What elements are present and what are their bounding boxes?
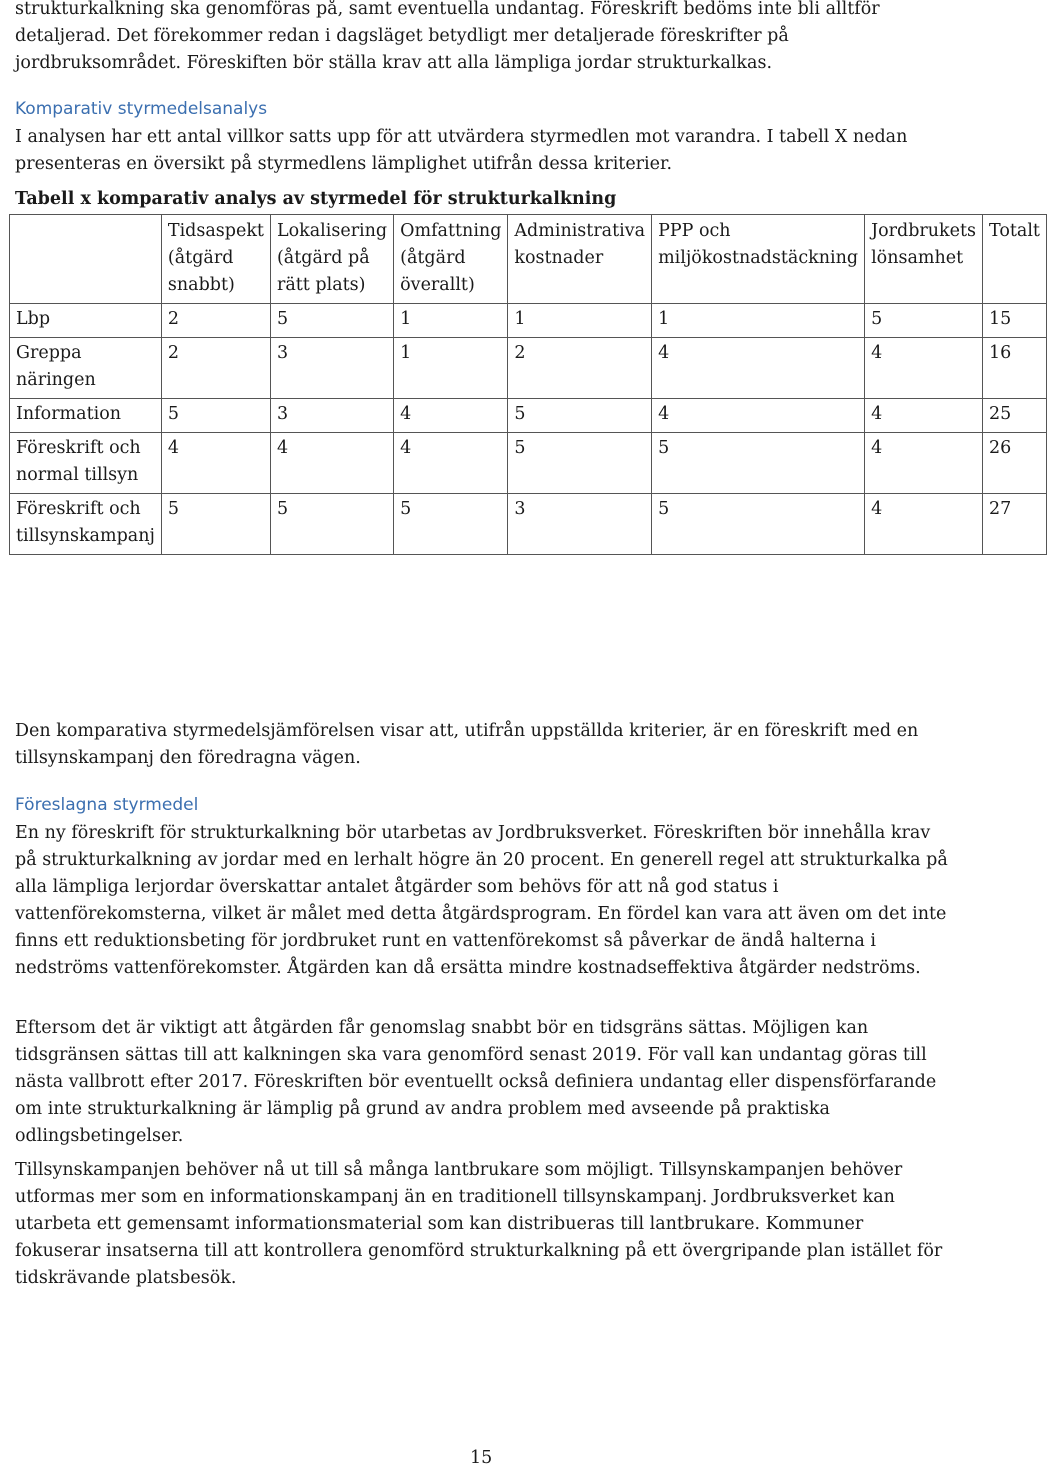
table-row <box>10 304 1047 338</box>
table-cell: 5 <box>161 494 270 555</box>
table-header-cell: Omfattning (åtgärd överallt) <box>394 215 508 304</box>
table-header-cell: PPP och miljökostnadstäckning <box>652 215 865 304</box>
table-cell: 4 <box>652 338 865 399</box>
table-cell: 3 <box>508 494 652 555</box>
body-paragraph: Eftersom det är viktigt att åtgärden får genomslag snabbt bör en tidsgräns sättas. Möjligen kan tidsgränsen sättas till att kalkningen ska vara genomförd senast 2019. För vall kan undantag göras till nästa vallbrott efter 2017. Föreskriften bör eventuellt också definiera undantag eller dispensförfarande om inte strukturkalkning är lämplig på grund av andra problem med avseende på praktiska odlingsbetingelser. <box>15 1018 937 1146</box>
table-cell: 4 <box>865 399 983 433</box>
conclusion-paragraph: Den komparativa styrmedelsjämförelsen visar att, utifrån uppställda kriterier, är en föreskrift med en tillsynskampanj den föredragna vägen. <box>15 721 919 768</box>
table-cell-total: 27 <box>983 494 1047 555</box>
table-cell-total: 15 <box>983 304 1047 338</box>
table-cell: 2 <box>161 304 270 338</box>
table-cell: 5 <box>508 399 652 433</box>
table-cell: 1 <box>394 304 508 338</box>
table-row <box>10 399 1047 433</box>
body-paragraph: Tillsynskampanjen behöver nå ut till så många lantbrukare som möjligt. Tillsynskampanjen behöver utformas mer som en informationskampanj än en traditionell tillsynskampanj. Jordbruksverket kan utarbeta ett gemensamt informationsmaterial som kan distribueras till lantbrukare. Kommuner fokuserar insatserna till att kontrollera genomförd strukturkalkning på ett övergripande plan istället för tidskrävande platsbesök. <box>15 1160 943 1288</box>
table-cell: 4 <box>865 433 983 494</box>
table-cell: 2 <box>508 338 652 399</box>
table-cell: 5 <box>652 433 865 494</box>
analysis-paragraph: I analysen har ett antal villkor satts upp för att utvärdera styrmedlen mot varandra. I tabell X nedan presenteras en översikt på styrmedlens lämplighet utifrån dessa kriterier. <box>15 127 908 174</box>
section-heading-komparativ: Komparativ styrmedelsanalys <box>15 99 268 119</box>
table-header-cell: Lokalisering (åtgärd på rätt plats) <box>270 215 393 304</box>
table-cell: 1 <box>394 338 508 399</box>
row-label: Greppa näringen <box>10 338 162 399</box>
table-row <box>10 338 1047 399</box>
table-cell: 5 <box>508 433 652 494</box>
table-cell: 5 <box>161 399 270 433</box>
table-cell: 5 <box>270 494 393 555</box>
table-cell: 4 <box>161 433 270 494</box>
table-cell: 2 <box>161 338 270 399</box>
table-cell: 4 <box>394 399 508 433</box>
table-cell: 1 <box>652 304 865 338</box>
table-cell-total: 25 <box>983 399 1047 433</box>
table-cell: 3 <box>270 399 393 433</box>
page-number: 15 <box>470 1448 493 1468</box>
table-cell: 4 <box>270 433 393 494</box>
table-cell: 5 <box>865 304 983 338</box>
table-cell: 5 <box>270 304 393 338</box>
table-cell: 1 <box>508 304 652 338</box>
table-cell: 5 <box>652 494 865 555</box>
body-paragraph: En ny föreskrift för strukturkalkning bör utarbetas av Jordbruksverket. Föreskriften bör innehålla krav på strukturkalkning av jordar med en lerhalt högre än 20 procent. En generell regel att strukturkalka på alla lämpliga lerjordar överskattar antalet åtgärder som behövs för att nå god status i vattenförekomsterna, vilket är målet med detta åtgärdsprogram. En fördel kan vara att även om det inte finns ett reduktionsbeting för jordbruket runt en vattenförekomst så påverkar de ändå halterna i nedströms vattenförekomster. Åtgärden kan då ersätta mindre kostnadseffektiva åtgärder nedströms. <box>15 823 948 978</box>
section-heading-foreslagna: Föreslagna styrmedel <box>15 795 199 815</box>
table-cell: 4 <box>652 399 865 433</box>
table-row <box>10 494 1047 555</box>
row-label: Lbp <box>10 304 162 338</box>
table-header-cell: Jordbrukets lönsamhet <box>865 215 983 304</box>
row-label: Föreskrift och tillsynskampanj <box>10 494 162 555</box>
table-cell: 4 <box>865 338 983 399</box>
table-header-cell <box>10 215 162 304</box>
table-cell: 4 <box>394 433 508 494</box>
table-cell: 4 <box>865 494 983 555</box>
table-cell-total: 16 <box>983 338 1047 399</box>
table-cell: 5 <box>394 494 508 555</box>
table-caption: Tabell x komparativ analys av styrmedel för strukturkalkning <box>15 189 617 209</box>
table-header-cell: Administrativa kostnader <box>508 215 652 304</box>
table-header-row <box>10 215 1047 304</box>
table-cell-total: 26 <box>983 433 1047 494</box>
table-header-cell: Tidsaspekt (åtgärd snabbt) <box>161 215 270 304</box>
intro-paragraph: strukturkalkning ska genomföras på, samt eventuella undantag. Föreskrift bedöms inte bli alltför detaljerad. Det förekommer redan i dagsläget betydligt mer detaljerade föreskrifter på jordbruksområdet. Föreskiften bör ställa krav att alla lämpliga jordar strukturkalkas. <box>15 0 880 73</box>
row-label: Information <box>10 399 162 433</box>
comparison-table <box>9 214 1047 555</box>
table-cell: 3 <box>270 338 393 399</box>
row-label: Föreskrift och normal tillsyn <box>10 433 162 494</box>
table-row <box>10 433 1047 494</box>
table-header-cell: Totalt <box>983 215 1047 304</box>
